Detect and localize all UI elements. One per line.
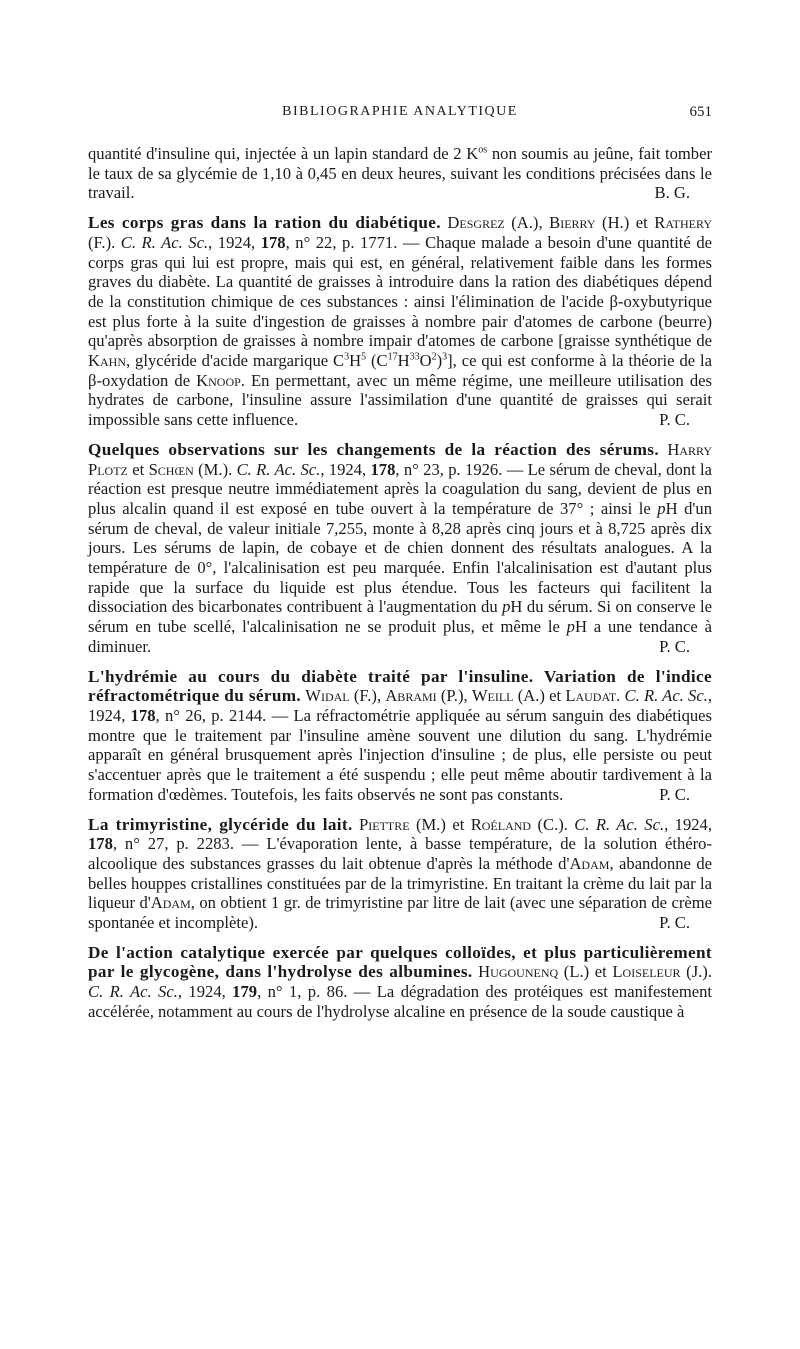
author-initials: (A.) et [513, 686, 566, 706]
formula-superscript: 3 [344, 351, 350, 363]
abstract-text: — La réfractométrie appliquée au sérum sanguin des diabétiques montre que le traitement par l'insuline amène souvent une dilution du sang. L'hydrémie apparaît en général brusquement après l'injection d'insuline ; de plus, elle persiste ou peut s'accentuer après que le traitement a été suspendu ; elle peut même aboutir tardivement à la formation d'œdèmes. Toutefois, les faits observés ne sont pas constants. [88, 705, 712, 804]
reference-pages: , n° 27, p. 2283. [112, 834, 234, 854]
abstract-text: H [397, 351, 410, 371]
article-body [88, 144, 712, 1022]
author-initials: (J.). [680, 962, 712, 982]
reference-volume: 178 [260, 232, 286, 252]
ph-symbol: p [502, 597, 511, 617]
abstract-text: , on obtient 1 gr. de trimyristine par litre de lait (avec une séparation de crème spontanée et incomplète). [88, 893, 713, 933]
signature: P. C. [659, 410, 690, 430]
journal-name: C. R. Ac. Sc. [236, 459, 321, 479]
abstract-continuation [88, 144, 712, 203]
author-name: Abrami [385, 686, 437, 706]
ph-symbol: p [566, 617, 575, 637]
signature: P. C. [659, 913, 690, 933]
author-initials: (F.). [88, 232, 121, 252]
formula-superscript: 33 [409, 351, 420, 363]
abstract-entry [88, 440, 712, 657]
journal-name: C. R. Ac. Sc. [88, 982, 178, 1002]
author-initials: (M.). [193, 459, 237, 479]
header-title: BIBLIOGRAPHIE ANALYTIQUE [282, 104, 518, 119]
superscript: os [478, 144, 488, 156]
abstract-text: — La dégradation des protéiques est manifestement accélérée, notamment au cours de l'hydrolyse alcaline en présence de la soude caustique à [88, 982, 712, 1021]
abstract-text: H d'un sérum de cheval, de valeur initiale 7,255, monte à 8,28 après cinq jours et à 8,725 après dix jours. Les sérums de lapin, de cobaye et de chien donnent des résultats analogues. A la température de 0°, l'alcalinisation est peu marquée. Enfin l'alcalinisation est d'autant plus rapide que la surface du liquide est plus étendue. Tous les facteurs qui facilitent la dissociation des bicarbonates contribuent à l'augmentation du [88, 498, 712, 617]
author-initials: (L.) et [558, 962, 613, 982]
abstract-text: . En permettant, avec un même régime, une meilleure utilisation des hydrates de carbone, l'insuline assure l'assimilation d'une quantité de graisses qui serait impossible sans cette influence. [88, 370, 713, 430]
abstract-text: H du sérum. Si on conserve le sérum en tube scellé, l'alcalinisation ne se produit plus, et même le [88, 597, 713, 637]
abstract-text: non soumis au jeûne, fait tomber le taux de sa glycémie de 1,10 à 0,45 en deux heures, suivant les conditions précisées dans le travail. [88, 144, 712, 203]
formula-superscript: 5 [361, 351, 367, 363]
author-name: Schœn [148, 459, 194, 479]
author-initials: (P.), [436, 686, 472, 706]
author-name: Laudat [565, 686, 617, 706]
entry-title: L'hydrémie au cours du diabète traité par l'insuline. Variation de l'indice réfractométrique du sérum. [88, 666, 712, 706]
reference-year: , 1924, [88, 686, 713, 725]
cited-name: Adam [150, 893, 191, 913]
abstract-text: quantité d'insuline qui, injectée à un lapin standard de 2 K [88, 144, 479, 163]
cited-name: Knoop [196, 370, 241, 390]
abstract-text: , glycéride d'acide margarique C [125, 351, 345, 371]
entry-title: Les corps gras dans la ration du diabétique. [88, 213, 441, 233]
author-initials: (C.). [531, 814, 575, 834]
formula-superscript: 17 [387, 351, 398, 363]
author-name: Roéland [470, 814, 532, 834]
abstract-text: ) [436, 351, 443, 371]
author-name: Weill [471, 686, 514, 706]
abstract-text: ], ce qui est conforme à la théorie de la β-oxydation de [88, 351, 712, 390]
signature: P. C. [659, 636, 690, 656]
author-initials: . [616, 686, 625, 706]
abstract-text: H [349, 351, 362, 371]
abstract-text: , abandonne de belles houppes cristallines constituées par de la trimyristine. En traitant la crème du lait par la liqueur d' [88, 853, 712, 913]
author-name: Loiseleur [612, 962, 681, 982]
reference-year: , 1924, [664, 814, 712, 834]
reference-pages: , n° 23, p. 1926. [395, 459, 503, 479]
reference-pages: , n° 1, p. 86. [257, 982, 348, 1002]
reference-year: , 1924, [208, 232, 261, 252]
author-initials: (F.), [349, 686, 386, 706]
abstract-entry [88, 815, 712, 933]
journal-name: C. R. Ac. Sc. [574, 814, 665, 834]
formula-superscript: 3 [442, 351, 448, 363]
author-name: Rathery [654, 213, 712, 233]
abstract-entry [88, 667, 712, 805]
reference-year: , 1924, [320, 459, 371, 479]
author-name: Widal [305, 686, 350, 706]
reference-year: , 1924, [177, 982, 233, 1002]
author-initials: (M.) et [409, 814, 471, 834]
abstract-entry [88, 943, 712, 1022]
entry-title: Quelques observations sur les changements de la réaction des sérums. [88, 439, 659, 459]
signature: P. C. [659, 784, 690, 804]
journal-name: C. R. Ac. Sc. [120, 232, 209, 252]
author-name: Harry Plotz [88, 439, 712, 479]
reference-volume: 178 [370, 459, 396, 479]
reference-volume: 178 [130, 705, 156, 725]
formula-superscript: 2 [431, 351, 437, 363]
abstract-text: — Chaque malade a besoin d'une quantité de corps gras qui lui est propre, mais qui est, en général, relativement faible dans les formes graves du diabète. La quantité de graisses à introduire dans la ration des diabétiques dépend de la constitution chimique de ces substances : ainsi l'élimination de l'acide β-oxybutyrique est plus forte à la suite d'ingestion de graisses à nombre pair d'atomes de carbone (beurre) qu'après absorption de graisses à nombre impair d'atomes de carbone [graisse synthétique de [88, 232, 712, 351]
abstract-entry [88, 213, 712, 430]
author-name: Bierry [549, 213, 596, 233]
running-header [88, 104, 712, 126]
author-initials: (H.) et [595, 213, 655, 233]
reference-volume: 178 [88, 834, 113, 854]
author-name: Desgrez [447, 213, 505, 233]
signature: B. G. [654, 183, 690, 203]
author-name: Hugounenq [478, 962, 559, 982]
reference-pages: , n° 22, p. 1771. [285, 232, 398, 252]
abstract-text: — Le sérum de cheval, dont la réaction est presque neutre immédiatement après la coagulation du sang, devient de plus en plus alcalin quand il est exposé en tube ouvert à la température de 37° ; ainsi le [88, 459, 712, 518]
author-initials: (A.), [504, 213, 550, 233]
abstract-text: O [419, 351, 432, 371]
cited-name: Adam [569, 853, 610, 873]
reference-pages: , n° 26, p. 2144. [155, 705, 267, 725]
entry-title: De l'action catalytique exercée par quelques colloïdes, et plus particulièrement par le glycogène, dans l'hydrolyse des albumines. [88, 942, 712, 982]
entry-title: La trimyristine, glycéride du lait. [88, 814, 353, 834]
author-initials: et [127, 459, 149, 479]
reference-volume: 179 [232, 982, 258, 1002]
abstract-text: (C [366, 351, 388, 371]
page-number: 651 [689, 104, 712, 120]
ph-symbol: p [657, 498, 666, 518]
author-name: Piettre [359, 814, 410, 834]
journal-name: C. R. Ac. Sc. [624, 686, 708, 706]
cited-name: Kahn [88, 351, 126, 371]
abstract-text: H a une tendance à diminuer. [88, 617, 712, 656]
abstract-text: — L'évaporation lente, à basse température, de la solution éthéro-alcoolique des substances grasses du lait obtenue d'après la méthode d' [88, 834, 712, 873]
